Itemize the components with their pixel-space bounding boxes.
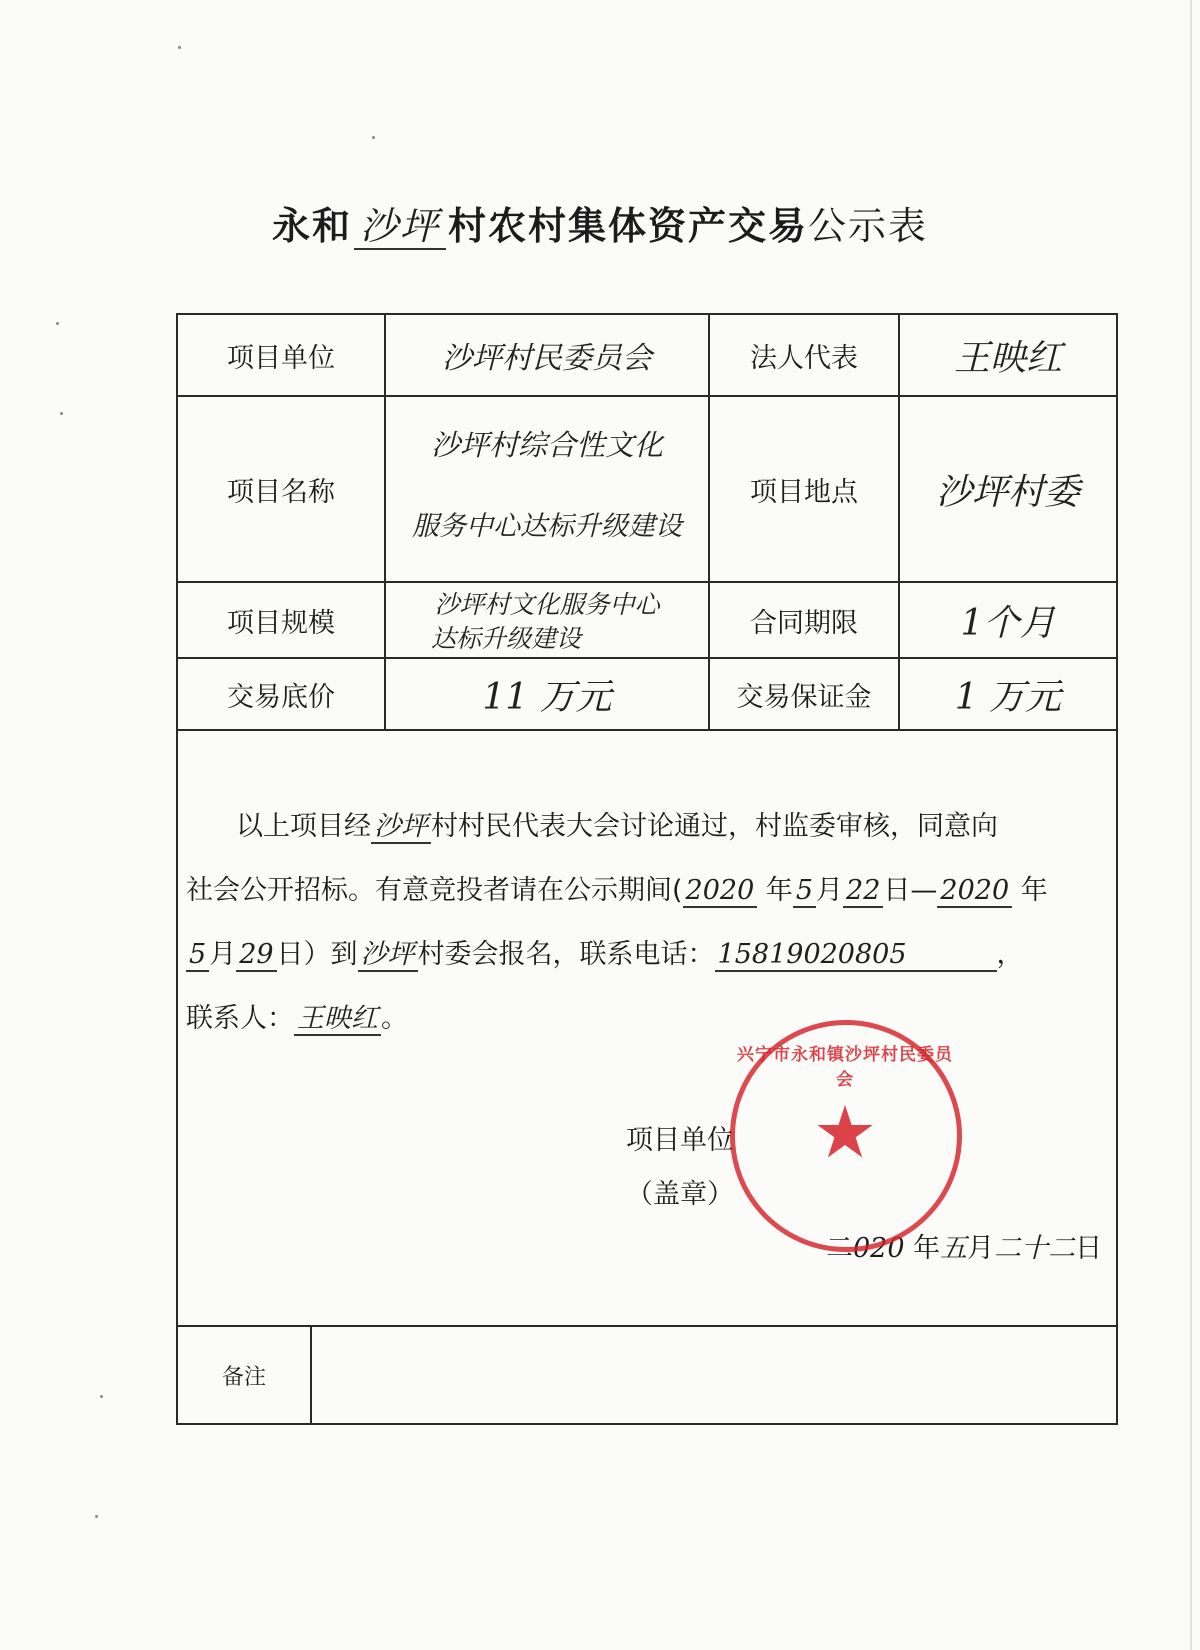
- legal-rep-value: 王映红: [953, 337, 1062, 379]
- notice-line-2: [186, 874, 1048, 908]
- date-handwritten-year: 020: [853, 1233, 905, 1264]
- remarks-value: [312, 1327, 1116, 1423]
- title-tail: 公示表: [808, 204, 929, 248]
- notice-line-1: [236, 810, 998, 844]
- star-icon: ★: [812, 1090, 878, 1174]
- legal-rep-label: 法人代表: [750, 342, 858, 374]
- project-location-label: 项目地点: [750, 476, 858, 508]
- table-border: [176, 1423, 1118, 1425]
- base-price-value: 11 万元: [482, 676, 612, 718]
- scan-speck: [56, 322, 59, 325]
- date-text: 月: [967, 1233, 995, 1264]
- notice-line-3: [186, 938, 1024, 972]
- date-handwritten-day: 二十二: [994, 1233, 1076, 1264]
- official-seal: [730, 1020, 960, 1250]
- document-title: [0, 195, 1200, 250]
- date-text: 二: [826, 1233, 853, 1264]
- scan-speck: [60, 412, 63, 415]
- date-text: 年: [904, 1233, 941, 1264]
- date-handwritten-month: 五: [940, 1233, 968, 1264]
- notice-handwritten-day: 22: [843, 875, 883, 908]
- notice-text: 村村民代表大会讨论通过，村监委审核，同意向: [431, 811, 998, 842]
- notice-handwritten-month: 5: [793, 875, 816, 908]
- deposit-label: 交易保证金: [736, 681, 872, 713]
- notice-text: 年: [757, 875, 793, 906]
- scan-speck: [100, 1395, 103, 1398]
- project-name-value-line1: 沙坪村综合性文化: [430, 427, 663, 462]
- project-name-value-line2: 服务中心达标升级建设: [412, 510, 682, 542]
- notice-text: 日—: [883, 875, 938, 906]
- title-handwritten-village: 沙坪: [354, 204, 446, 250]
- project-unit-label: 项目单位: [227, 342, 335, 374]
- signature-seal-label: （盖章）: [626, 1179, 734, 1210]
- notice-handwritten-year: 2020: [683, 875, 758, 908]
- scan-speck: [178, 46, 181, 49]
- scan-speck: [372, 136, 375, 139]
- notice-handwritten-month: 5: [186, 939, 209, 972]
- notice-text: 。: [381, 1003, 408, 1034]
- notice-line-4: [186, 1002, 408, 1036]
- notice-text: 月: [816, 875, 844, 906]
- seal-text-label: 兴宁市永和镇沙坪村民委员会: [737, 1045, 953, 1090]
- contract-term-value: 1个月: [960, 602, 1056, 644]
- project-scale-value-line1: 沙坪村文化服务中心: [434, 590, 660, 619]
- remarks-label: 备注: [221, 1364, 266, 1390]
- notice-handwritten-contact: 王映红: [294, 1003, 381, 1036]
- table-border: [1116, 313, 1118, 1425]
- deposit-value: 1 万元: [954, 676, 1062, 718]
- notice-handwritten-village: 沙坪: [371, 811, 431, 844]
- notice-text: 日）到: [276, 939, 358, 970]
- date-text: 日: [1075, 1233, 1103, 1264]
- signature-unit-label: 项目单位: [626, 1125, 734, 1156]
- project-location-value: 沙坪村委: [935, 471, 1080, 513]
- project-scale-label: 项目规模: [227, 607, 335, 639]
- notice-handwritten-phone: 15819020805: [715, 939, 997, 972]
- row-divider: [176, 729, 1118, 731]
- project-scale-value-line2: 达标升级建设: [430, 624, 581, 653]
- notice-text: ，: [996, 939, 1024, 970]
- notice-text: 月: [209, 939, 237, 970]
- title-main: 村农村集体资产交易: [448, 203, 809, 248]
- notice-text: 村委会报名，联系电话：: [417, 939, 715, 970]
- project-name-label: 项目名称: [227, 476, 335, 508]
- notice-handwritten-year: 2020: [937, 875, 1012, 908]
- notice-text: 联系人：: [186, 1003, 294, 1034]
- scan-speck: [95, 1515, 98, 1518]
- notice-handwritten-village: 沙坪: [358, 939, 418, 972]
- notice-text: 以上项目经: [236, 811, 371, 842]
- notice-handwritten-day: 29: [236, 939, 276, 972]
- title-prefix: 永和: [271, 203, 352, 248]
- project-unit-value: 沙坪村民委员会: [442, 341, 652, 376]
- base-price-label: 交易底价: [227, 681, 335, 713]
- notice-text: 社会公开招标。有意竞投者请在公示期间(: [186, 875, 683, 906]
- contract-term-label: 合同期限: [750, 607, 858, 639]
- notice-text: 年: [1012, 875, 1048, 906]
